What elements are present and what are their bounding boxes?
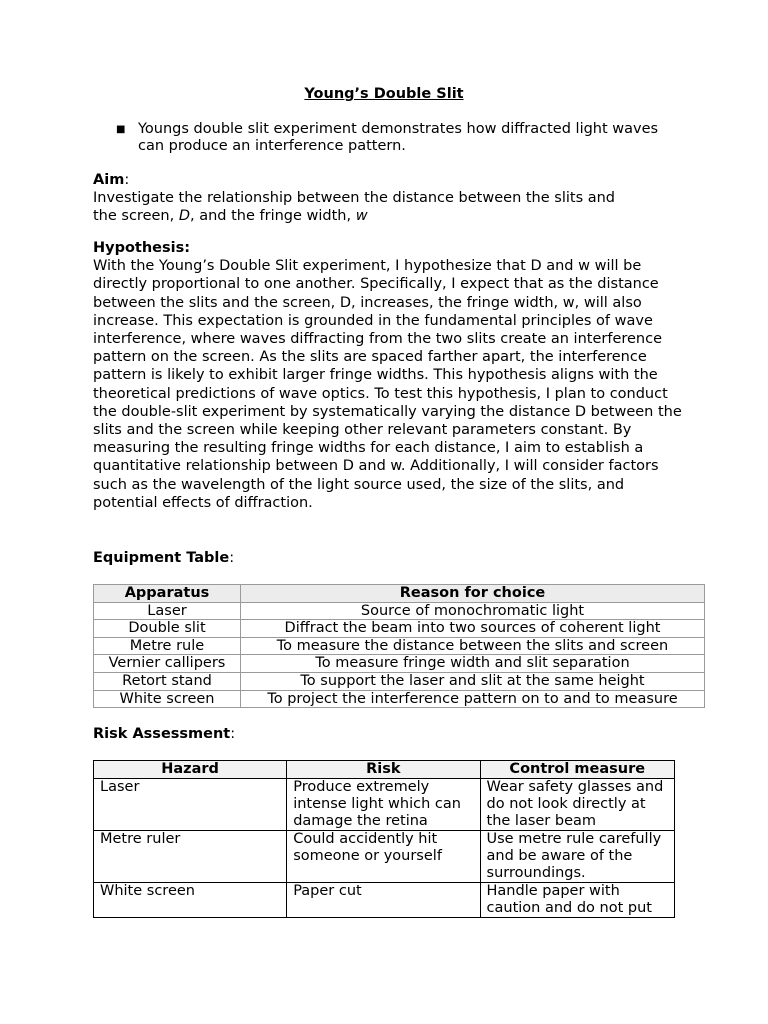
aim-heading: Aim: [93, 172, 125, 188]
table-row: [94, 655, 705, 673]
table-row: [94, 637, 705, 655]
control-cell: Handle paper with caution and do not put: [480, 883, 674, 918]
risk-heading: Risk Assessment: [93, 726, 231, 742]
risk-cell: Produce extremely intense light which can damage the retina: [287, 779, 480, 831]
intro-bullet-text: Youngs double slit experiment demonstrates how diffracted light waves can produce an interference pattern.: [138, 121, 659, 154]
aim-section: [93, 171, 683, 226]
bullet-square-icon: ■: [116, 124, 126, 135]
equipment-header-apparatus: Apparatus: [94, 585, 241, 603]
control-cell: Wear safety glasses and do not look directly at the laser beam: [480, 779, 674, 831]
table-row: [94, 690, 705, 708]
hypothesis-heading: Hypothesis:: [93, 240, 191, 256]
table-row: [94, 620, 705, 638]
hypothesis-section: [93, 239, 683, 512]
table-row: [94, 779, 675, 831]
risk-cell: Could accidently hit someone or yourself: [287, 831, 480, 883]
equipment-colon: :: [229, 550, 235, 566]
risk-header-risk: Risk: [287, 761, 480, 779]
aim-colon: :: [124, 172, 130, 188]
risk-cell: Paper cut: [287, 883, 480, 918]
hazard-cell: White screen: [94, 883, 287, 918]
risk-heading-line: [93, 725, 683, 743]
risk-header-hazard: Hazard: [94, 761, 287, 779]
reason-cell: To measure fringe width and slit separation: [241, 655, 705, 673]
reason-cell: Source of monochromatic light: [241, 602, 705, 620]
apparatus-cell: Vernier callipers: [94, 655, 241, 673]
aim-heading-line: [93, 171, 683, 189]
equipment-header-row: [94, 585, 705, 603]
apparatus-cell: Metre rule: [94, 637, 241, 655]
aim-line-2: [93, 207, 683, 225]
reason-cell: To project the interference pattern on to and to measure: [241, 690, 705, 708]
apparatus-cell: White screen: [94, 690, 241, 708]
aim-var-w: w: [355, 208, 368, 225]
hypothesis-text: With the Young’s Double Slit experiment, I hypothesize that D and w will be directly proportional to one another. Specifically, I expect that as the distance between the slits and the screen, D, increases, the fringe width, w, will also increase. This expectation is grounded in the fundamental principles of wave interference, where waves diffracting from the two slits create an interference pattern on the screen. As the slits are spaced farther apart, the interference pattern is likely to exhibit larger fringe widths. This hypothesis aligns with the theoretical predictions of wave optics. To test this hypothesis, I plan to conduct the double-slit experiment by systematically varying the distance D between the slits and the screen while keeping other relevant parameters constant. By measuring the resulting fringe widths for each distance, I aim to establish a quantitative relationship between D and w. Additionally, I will consider factors such as the wavelength of the light source used, the size of the slits, and potential effects of diffraction.: [93, 258, 682, 511]
table-row: [94, 672, 705, 690]
equipment-table: [93, 584, 705, 708]
table-row: [94, 883, 675, 918]
page-title: Young’s Double Slit: [304, 86, 464, 102]
control-cell: Use metre rule carefully and be aware of the surroundings.: [480, 831, 674, 883]
apparatus-cell: Laser: [94, 602, 241, 620]
table-row: [94, 602, 705, 620]
reason-cell: Diffract the beam into two sources of coherent light: [241, 620, 705, 638]
hazard-cell: Metre ruler: [94, 831, 287, 883]
risk-table: [93, 760, 675, 918]
risk-colon: :: [230, 726, 236, 742]
hazard-cell: Laser: [94, 779, 287, 831]
reason-cell: To support the laser and slit at the same height: [241, 672, 705, 690]
apparatus-cell: Retort stand: [94, 672, 241, 690]
equipment-heading: Equipment Table: [93, 550, 230, 566]
aim-var-d: D: [178, 208, 190, 225]
aim-line-1: Investigate the relationship between the distance between the slits and: [93, 190, 616, 207]
equipment-heading-line: [93, 549, 683, 567]
intro-bullet: [116, 121, 676, 155]
apparatus-cell: Double slit: [94, 620, 241, 638]
risk-header-row: [94, 761, 675, 779]
aim-text-prefix: the screen,: [93, 208, 179, 225]
risk-header-control: Control measure: [480, 761, 674, 779]
table-row: [94, 831, 675, 883]
reason-cell: To measure the distance between the slits and screen: [241, 637, 705, 655]
equipment-header-reason: Reason for choice: [241, 585, 705, 603]
aim-text-mid: , and the fringe width,: [190, 208, 356, 225]
